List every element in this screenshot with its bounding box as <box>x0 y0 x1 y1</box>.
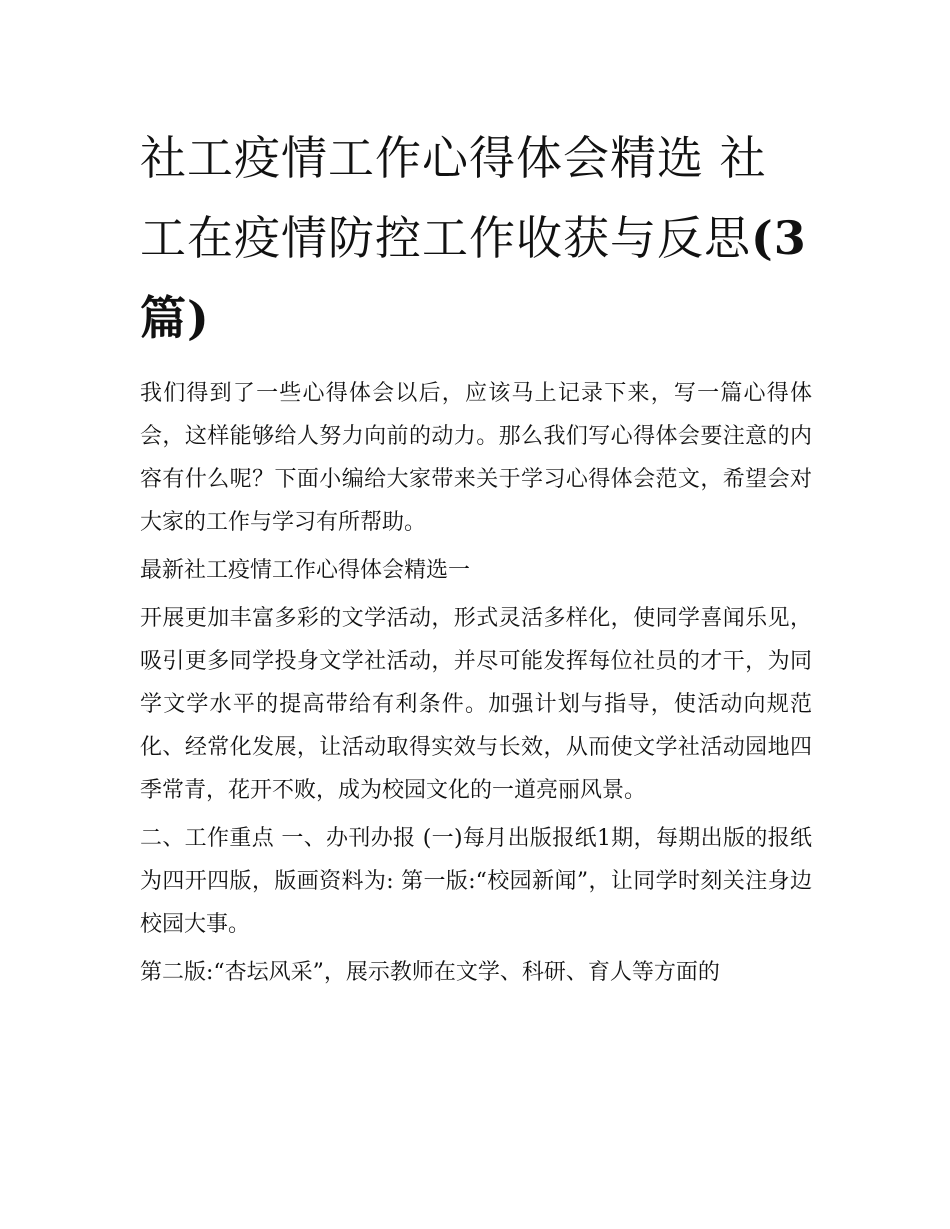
document-title <box>140 118 812 358</box>
work-focus-paragraph: 二、工作重点 一、办刊办报 (一)每月出版报纸1期，每期出版的报纸为四开四版，版画资料为: 第一版:“校园新闻”，让同学时刻关注身边校园大事。 <box>140 826 812 937</box>
document-page <box>140 118 812 994</box>
intro-paragraph: 我们得到了一些心得体会以后，应该马上记录下来，写一篇心得体会，这样能够给人努力向前的动力。那么我们写心得体会要注意的内容有什么呢？下面小编给大家带来关于学习心得体会范文，希望会对大家的工作与学习有所帮助。 <box>140 381 812 535</box>
body-paragraph: 开展更加丰富多彩的文学活动，形式灵活多样化，使同学喜闻乐见，吸引更多同学投身文学社活动，并尽可能发挥每位社员的才干，为同学文学水平的提高带给有利条件。加强计划与指导，使活动向规范化、经常化发展，让活动取得实效与长效，从而使文学社活动园地四季常青，花开不败，成为校园文化的一道亮丽风景。 <box>140 606 812 803</box>
title-main: 社工疫情工作心得体会精选 社工在疫情防控工作收获与反思 <box>140 131 767 265</box>
title-suffix: (3篇) <box>140 211 807 345</box>
document-body <box>140 372 812 994</box>
second-page-paragraph: 第二版:“杏坛风采”，展示教师在文学、科研、育人等方面的 <box>140 960 720 985</box>
section-heading: 最新社工疫情工作心得体会精选一 <box>140 558 471 583</box>
